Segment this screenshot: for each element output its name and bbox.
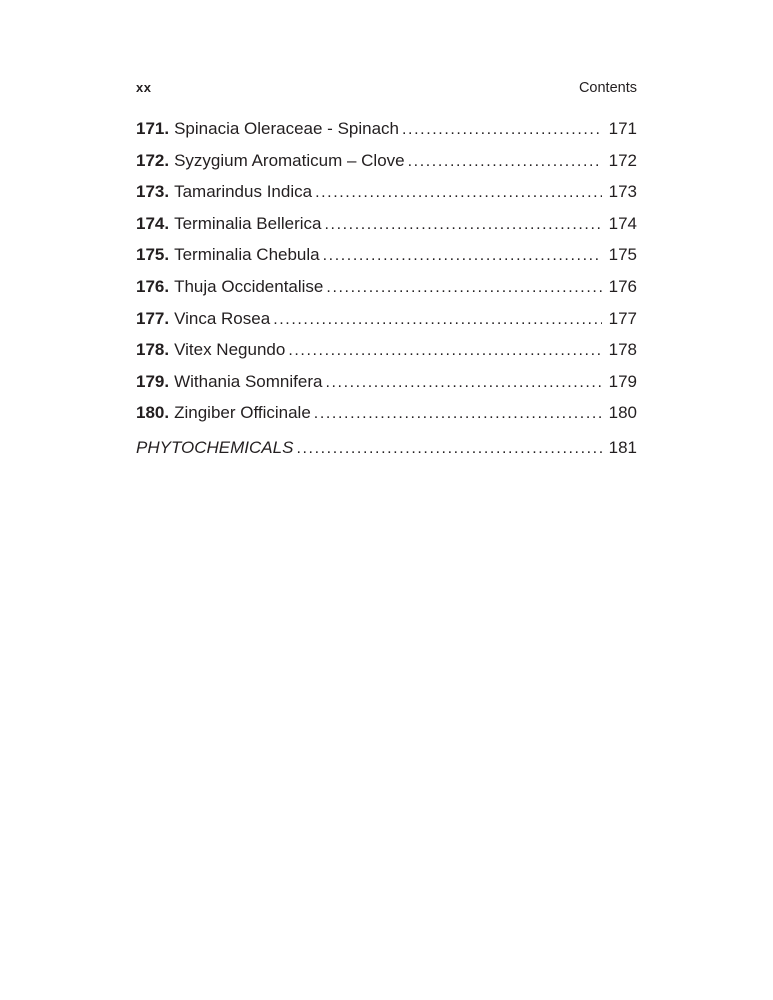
dot-leader (315, 176, 602, 209)
toc-entry-title: PHYTOCHEMICALS (136, 437, 294, 457)
dot-leader (402, 113, 602, 146)
toc-entry-number: 180. (136, 403, 170, 423)
toc-entry-number: 171. (136, 119, 170, 138)
dot-leader (314, 397, 602, 430)
toc-entry (136, 239, 637, 271)
toc-entry-number: 178. (136, 340, 170, 360)
toc-entry-page: 181 (608, 437, 637, 457)
toc-entry (136, 303, 637, 335)
dot-leader (325, 366, 601, 399)
toc-entry-page: 174 (608, 213, 637, 233)
dot-leader (323, 239, 602, 272)
page-folio: xx (136, 80, 152, 95)
dot-leader (296, 432, 601, 465)
toc-entry-number: 179. (136, 371, 170, 391)
toc-entry-page: 175 (608, 245, 637, 265)
toc-entry-number: 175. (136, 245, 170, 265)
toc-entry-title: Spinacia Oleraceae - Spinach (174, 119, 400, 138)
toc-entry-title: Vinca Rosea (174, 308, 271, 328)
running-head (0, 0, 773, 96)
toc-entry-title: Thuja Occidentalise (174, 276, 324, 296)
toc-entry (136, 397, 637, 429)
toc-entry-title: Withania Somnifera (174, 371, 323, 391)
toc-entry-title: Zingiber Officinale (174, 403, 311, 423)
dot-leader (408, 145, 602, 178)
toc-entry-number: 174. (136, 213, 170, 233)
toc-entry-phytochemicals (136, 432, 637, 464)
toc-entry-number: 176. (136, 276, 170, 296)
toc-entry (136, 366, 637, 398)
toc-entry-title: Vitex Negundo (174, 340, 286, 360)
toc-entry (136, 113, 637, 145)
toc-entry-page: 176 (608, 276, 637, 296)
dot-leader (326, 271, 601, 304)
toc-entry-title: Terminalia Bellerica (174, 213, 322, 233)
toc-entry-title: Tamarindus Indica (174, 182, 313, 202)
toc-entry-title: Syzygium Aromaticum – Clove (174, 150, 405, 170)
dot-leader (273, 303, 601, 336)
toc-entry-page: 179 (608, 371, 637, 391)
toc-entry-page: 173 (608, 182, 637, 202)
dot-leader (324, 208, 601, 241)
toc-entry-page: 171 (608, 119, 637, 138)
toc-entry-number: 172. (136, 150, 170, 170)
toc-entry-title: Terminalia Chebula (174, 245, 320, 265)
toc-entry (136, 334, 637, 366)
toc-entry-number: 173. (136, 182, 170, 202)
toc-entry-page: 172 (608, 150, 637, 170)
toc-entry-page: 178 (608, 340, 637, 360)
toc-entry (136, 176, 637, 208)
dot-leader (288, 334, 601, 367)
running-title: Contents (578, 80, 637, 96)
toc-entry-page: 180 (608, 403, 637, 423)
table-of-contents (0, 113, 773, 464)
toc-entry (136, 208, 637, 240)
toc-entry (136, 271, 637, 303)
toc-entry (136, 145, 637, 177)
toc-entry-number: 177. (136, 308, 170, 328)
toc-entry-page: 177 (608, 308, 637, 328)
